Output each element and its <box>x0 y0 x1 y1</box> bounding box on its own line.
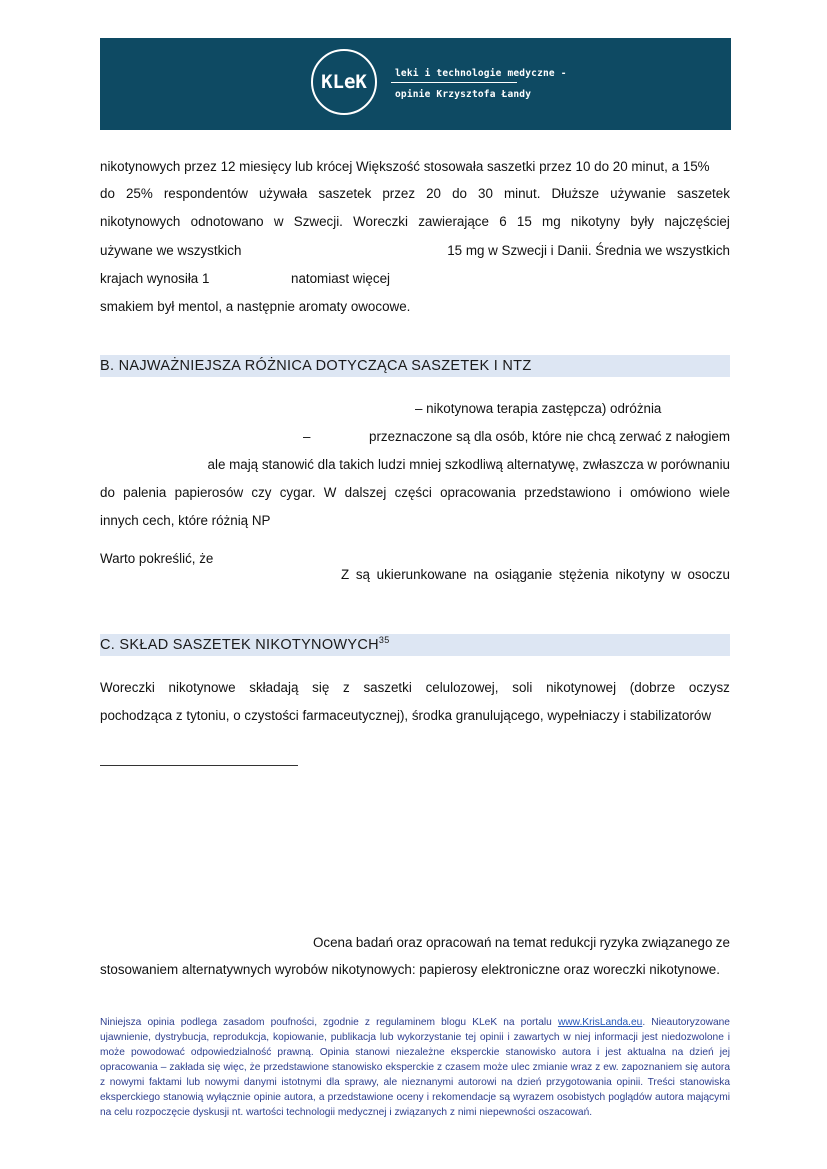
paragraph1-line4-left: używane we wszystkich <box>100 243 242 258</box>
paragraph1-line5 <box>100 271 730 287</box>
word: w <box>273 214 284 229</box>
section-c-line2: pochodząca z tytoniu, o czystości farmaceutycznej), środka granulującego, wypełniaczy i stabilizatorów <box>100 708 712 723</box>
footnote-divider <box>100 765 298 766</box>
word: ukierunkowane <box>376 567 467 582</box>
word: (dobrze <box>629 680 676 695</box>
word: były <box>630 214 655 229</box>
word: zawierające <box>418 214 489 229</box>
krislanda-link[interactable]: www.KrisLanda.eu <box>557 1017 643 1028</box>
word: z <box>343 680 350 695</box>
word: 30 <box>478 186 493 201</box>
word: nikotynowych <box>100 214 181 229</box>
word: dalszej <box>344 485 387 500</box>
footnote-ref-35: 35 <box>378 635 390 646</box>
word: opracowania <box>440 485 517 500</box>
word: nikotyny <box>570 214 621 229</box>
word: cygar. <box>279 485 316 500</box>
word: celulozowej, <box>425 680 499 695</box>
word: 15 <box>516 214 532 229</box>
word: mg <box>542 214 561 229</box>
word: osoczu <box>687 567 730 582</box>
confidentiality-text-start: Niniejsza opinia podlega zasadom poufności, zgodnie z regulaminem blogu KLeK na portalu <box>100 1017 558 1028</box>
word: badań <box>355 935 394 950</box>
header-tagline-line1: leki i technologie medyczne - <box>395 68 567 79</box>
word: w <box>671 567 681 582</box>
word: saszetek <box>318 186 372 201</box>
footnote-line1 <box>313 935 730 951</box>
word: na <box>473 567 489 582</box>
section-b-line5: innych cech, które różnią NP <box>100 513 271 528</box>
word: nikotynowe <box>168 680 236 695</box>
word: saszetki <box>363 680 412 695</box>
section-b-line6 <box>100 551 730 582</box>
word: stężenia <box>558 567 609 582</box>
section-b-line3: ale mają stanowić dla takich ludzi mniej szkodliwą alternatywę, zwłaszcza w porównaniu <box>207 457 730 472</box>
section-b-heading <box>100 355 730 377</box>
paragraph1-line2 <box>100 186 730 202</box>
word: używała <box>258 186 308 201</box>
header-tagline-line2: opinie Krzysztofa Łandy <box>395 89 532 100</box>
word: części <box>394 485 432 500</box>
section-b-line1-text: – nikotynowa terapia zastępcza) odróżnia <box>415 401 662 416</box>
klek-logo: KLeK <box>311 49 377 115</box>
word: ryzyka <box>599 935 639 950</box>
word: papierosów <box>174 485 244 500</box>
word: Ocena <box>313 935 353 950</box>
word: się <box>312 680 330 695</box>
word: respondentów <box>163 186 248 201</box>
word: są <box>355 567 370 582</box>
paragraph1-line6: smakiem był mentol, a następnie aromaty owocowe. <box>100 299 411 314</box>
word: 20 <box>426 186 442 201</box>
word: Woreczki <box>353 214 408 229</box>
word: Dłuższe <box>551 186 600 201</box>
tagline-divider <box>391 82 517 83</box>
paragraph1-line5-right: natomiast więcej <box>291 271 390 286</box>
word: osiąganie <box>494 567 553 582</box>
word: Szwecji. <box>293 214 343 229</box>
word: do <box>452 186 467 201</box>
paragraph1-line3 <box>100 214 730 230</box>
word: przez <box>382 186 416 201</box>
paragraph1-line4 <box>100 243 730 259</box>
word: soli <box>512 680 533 695</box>
word: najczęściej <box>664 214 730 229</box>
section-b-title: B. NAJWAŻNIEJSZA RÓŻNICA DOTYCZĄCA SASZETEK I NTZ <box>100 358 532 374</box>
section-c-heading <box>100 634 730 656</box>
word: przedstawiono <box>524 485 611 500</box>
confidentiality-notice <box>100 1015 730 1120</box>
paragraph1-line4-right: 15 mg w Szwecji i Danii. Średnia we wszystkich <box>447 243 730 258</box>
word: nikotyny <box>615 567 665 582</box>
header-banner <box>100 38 731 130</box>
section-c-line1 <box>100 680 730 696</box>
word: Woreczki <box>100 680 155 695</box>
word: odnotowano <box>190 214 264 229</box>
word: używanie <box>610 186 666 201</box>
word: Z <box>341 567 350 582</box>
word: saszetek <box>677 186 730 201</box>
word: 6 <box>499 214 507 229</box>
word: W <box>323 485 337 500</box>
word: opracowań <box>425 935 492 950</box>
word: związanego <box>641 935 713 950</box>
word: na <box>494 935 510 950</box>
word: czy <box>251 485 272 500</box>
word: oczysz <box>688 680 730 695</box>
word: składają <box>249 680 299 695</box>
word: oraz <box>396 935 423 950</box>
word: temat <box>513 935 547 950</box>
section-b-line2-text: przeznaczone są dla osób, które nie chcą zerwać z nałogiem <box>369 429 730 444</box>
word: minut. <box>503 186 541 201</box>
section-b-line4 <box>100 485 730 501</box>
word: do <box>100 485 115 500</box>
section-b-line2-dash: – <box>303 429 311 444</box>
word: 25% <box>125 186 153 201</box>
word: ze <box>715 935 730 950</box>
word: wiele <box>699 485 730 500</box>
paragraph1-line5-left: krajach wynosiła 1 <box>100 271 210 286</box>
word: i <box>618 485 622 500</box>
paragraph1-line1: nikotynowych przez 12 miesięcy lub krócej Większość stosowała saszetki przez 10 do 20 minut, a 15% <box>100 159 710 174</box>
section-c-title: C. SKŁAD SASZETEK NIKOTYNOWYCH <box>100 637 379 653</box>
section-b-line6-left: Warto pokreślić, że <box>100 551 214 566</box>
word: palenia <box>123 485 167 500</box>
confidentiality-text-end: . Nieautoryzowane ujawnienie, dystrybucja, reprodukcja, kopiowanie, publikacja lub wykorzystanie tej opinii i zawartych w niej informacji jest niedozwolone i może powodować odpowiedzialność prawną. Opinia stanowi niezależne eksperckie stanowisko autora i jest aktualna na dzień jej opracowania – zakłada się więc, że przedstawione stanowisko eksperckie z czasem może ulec zmianie wraz z ew. zapoznaniem się autora z nowymi faktami lub nowymi danymi istotnymi dla sprawy, ale nieznanymi autorowi na dzień przygotowania opinii. Treści stanowiska eksperckiego stanowią wyłącznie opinie autora, a przedstawione oceny i rekomendacje są wyrazem osobistych poglądów autora mającymi na celu rozpoczęcie dyskusji nt. wartości technologii medycznej i związanych z nimi niepewności oszacowań. <box>100 1017 730 1118</box>
footnote-line2: stosowaniem alternatywnych wyrobów nikotynowych: papierosy elektroniczne oraz woreczki nikotynowe. <box>100 962 720 977</box>
word: nikotynowej <box>546 680 617 695</box>
section-b-line6-right <box>341 567 730 583</box>
word: omówiono <box>630 485 692 500</box>
word: do <box>100 186 115 201</box>
word: redukcji <box>550 935 597 950</box>
